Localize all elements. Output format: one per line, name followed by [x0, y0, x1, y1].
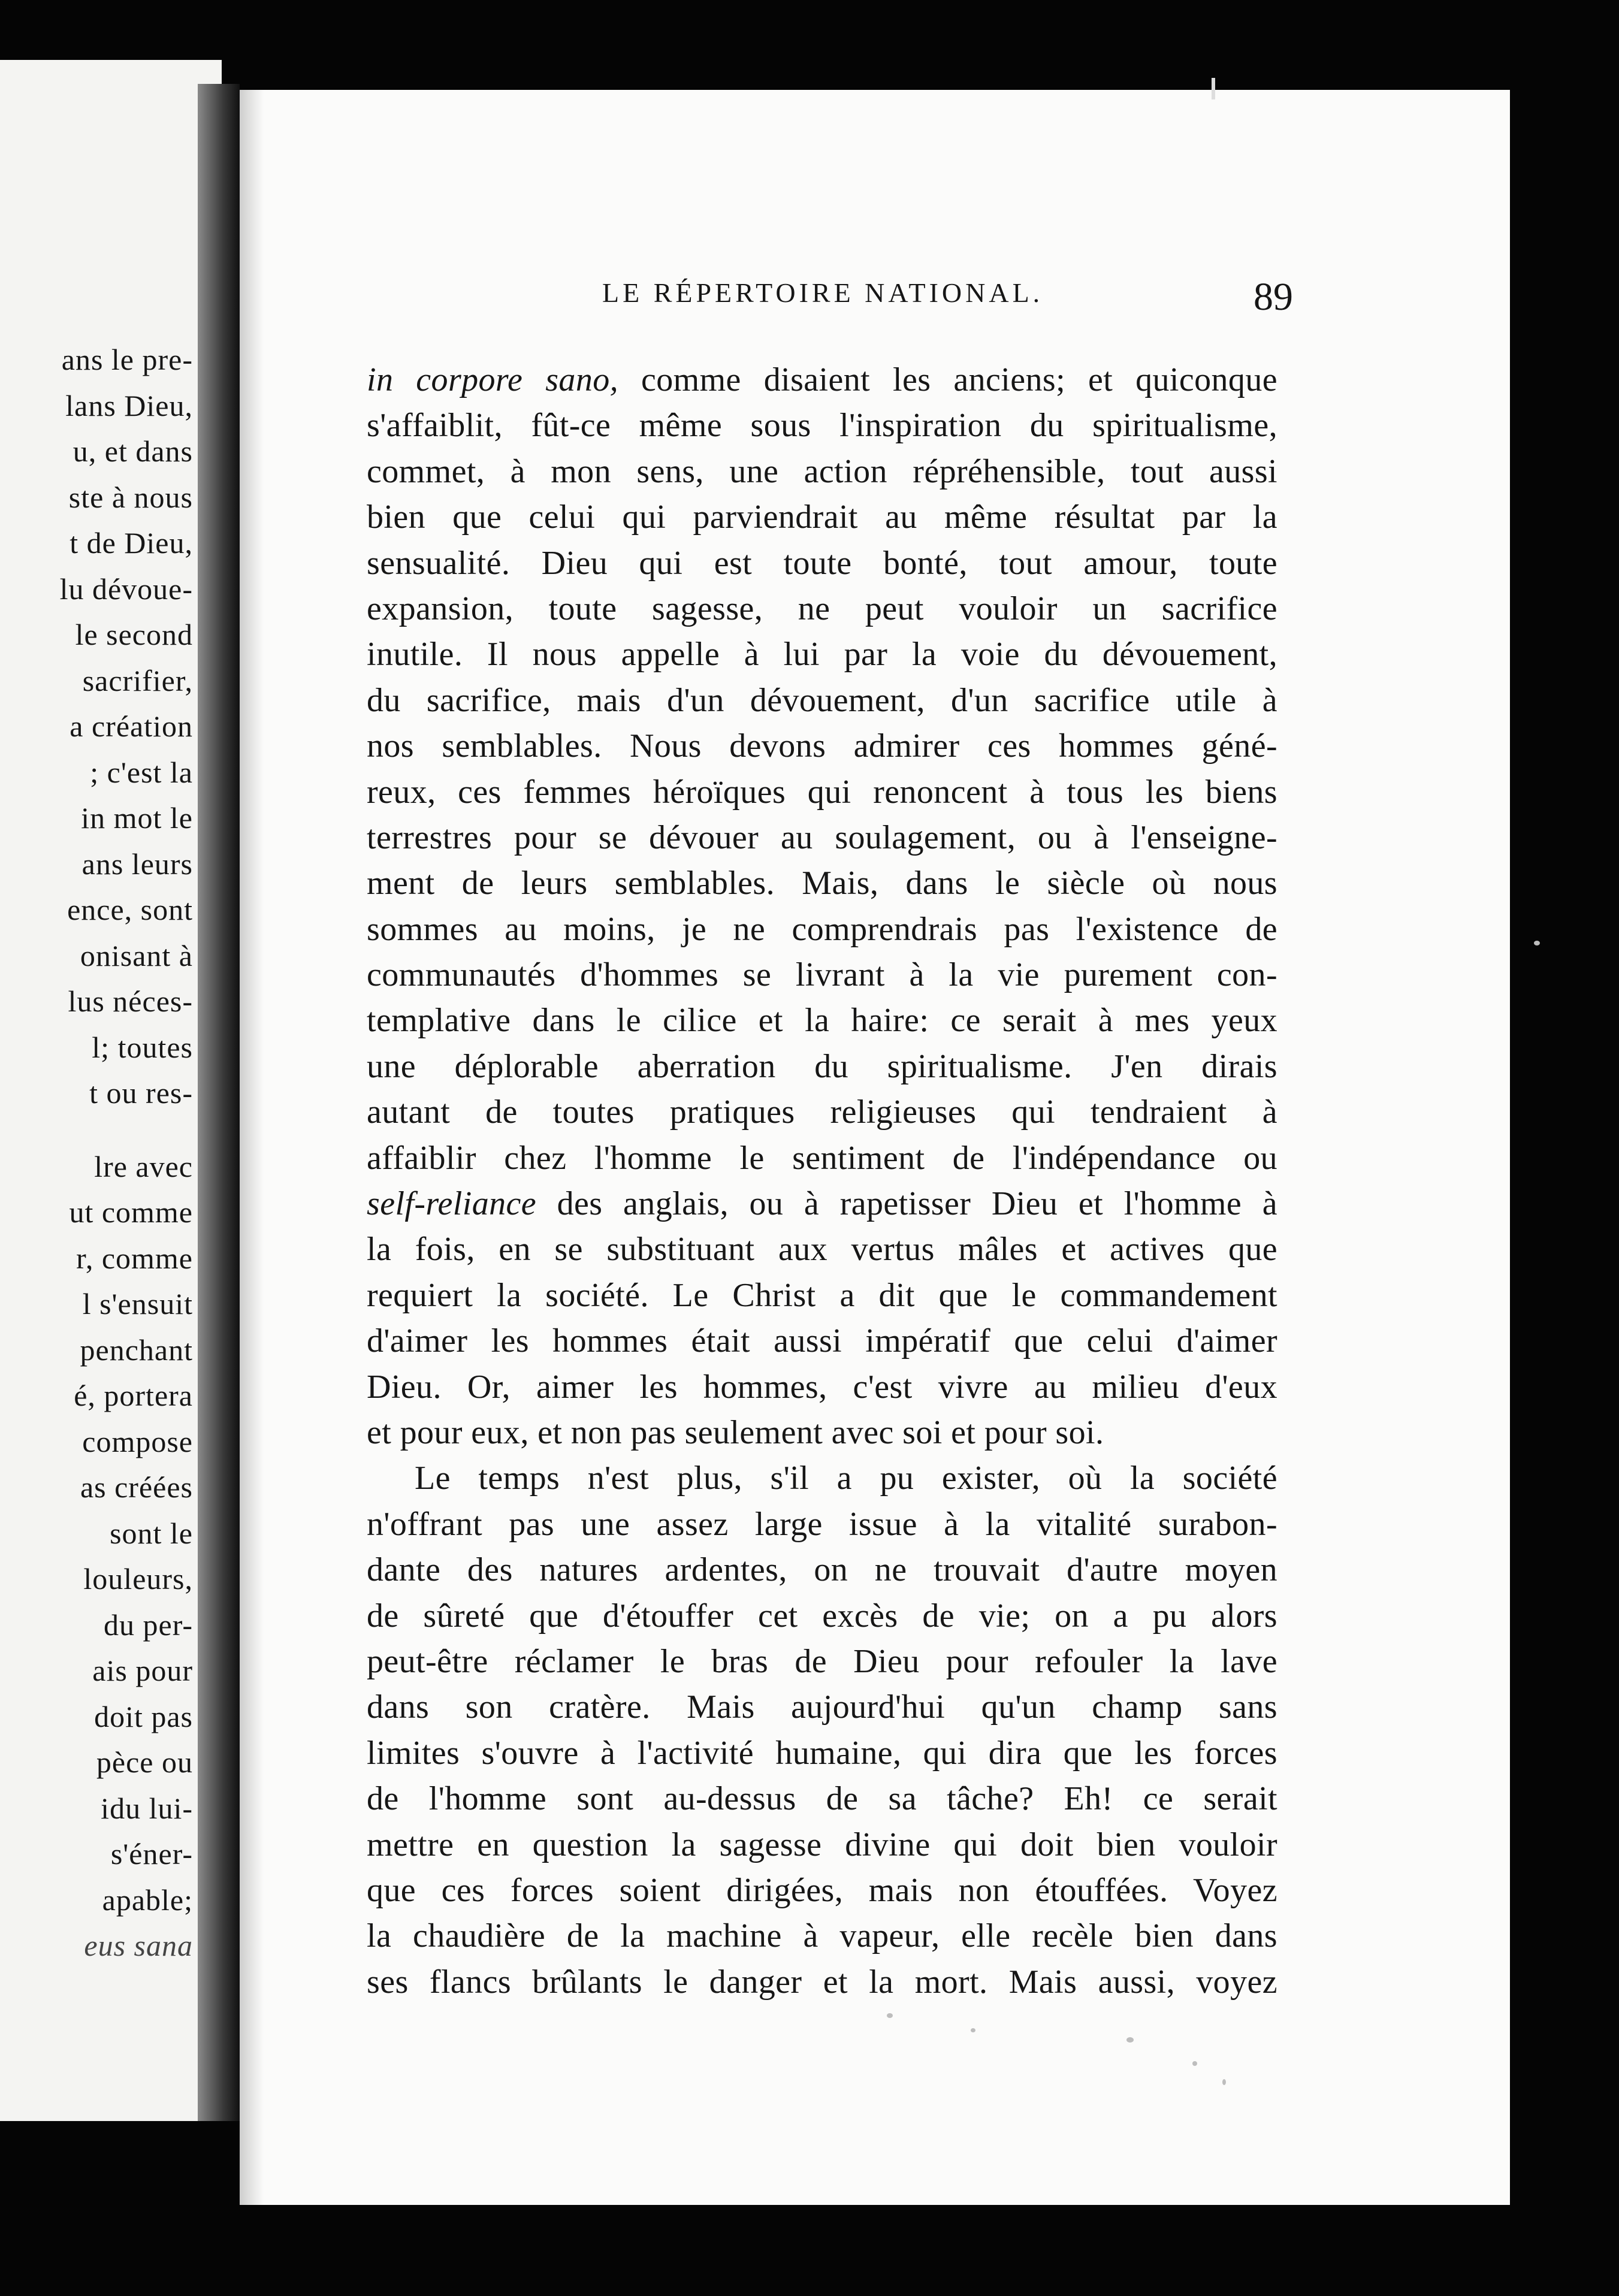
left-line: apable; — [102, 1883, 193, 1917]
left-line: u, et dans — [73, 434, 193, 468]
left-line: pèce ou — [96, 1745, 193, 1779]
left-paragraph-gap — [0, 1116, 193, 1144]
scan-speckle — [971, 2028, 975, 2032]
text-span: comme disaient les anciens; et quiconque — [618, 361, 1277, 398]
text-line: de sûreté que d'étouffer cet excès de vie; on a pu alors — [367, 1597, 1277, 1635]
left-line: t ou res- — [89, 1076, 193, 1110]
text-line: que ces forces soient dirigées, mais non étouffées. Voyez — [367, 1871, 1277, 1909]
left-line: sont le — [110, 1516, 193, 1550]
left-line: l; toutes — [92, 1030, 193, 1064]
text-line: Dieu. Or, aimer les hommes, c'est vivre au milieu d'eux — [367, 1368, 1277, 1406]
text-line: une déplorable aberration du spiritualisme. J'en dirais — [367, 1047, 1277, 1085]
text-line: commet, à mon sens, une action répréhensible, tout aussi — [367, 452, 1277, 490]
scan-speckle — [887, 2013, 893, 2018]
text-line — [367, 357, 1277, 403]
text-line: sommes au moins, je ne comprendrais pas l'existence de — [367, 910, 1277, 948]
scan-speckle — [1222, 2079, 1226, 2085]
text-line: requiert la société. Le Christ a dit que le commandement — [367, 1276, 1277, 1314]
text-line: ses flancs brûlants le danger et la mort. Mais aussi, voyez — [367, 1963, 1277, 2001]
text-line: mettre en question la sagesse divine qui doit bien vouloir — [367, 1826, 1277, 1863]
text-line: la chaudière de la machine à vapeur, elle recèle bien dans — [367, 1917, 1277, 1955]
left-line: lre avec — [94, 1149, 193, 1183]
text-line: nos semblables. Nous devons admirer ces hommes géné- — [367, 727, 1277, 765]
text-line: peut-être réclamer le bras de Dieu pour refouler la lave — [367, 1642, 1277, 1680]
english-phrase: self-reliance — [367, 1185, 537, 1223]
text-line: la fois, en se substituant aux vertus mâles et actives que — [367, 1231, 1277, 1268]
text-line — [367, 1181, 1277, 1226]
paragraph-end-line: et pour eux, et non pas seulement avec soi et pour soi. — [367, 1413, 1104, 1451]
left-line: compose — [82, 1424, 193, 1458]
text-line: terrestres pour se dévouer au soulagement, ou à l'enseigne- — [367, 818, 1277, 856]
text-line: autant de toutes pratiques religieuses qui tendraient à — [367, 1093, 1277, 1131]
left-line: t de Dieu, — [70, 526, 193, 560]
left-line: r, comme — [76, 1241, 193, 1275]
left-line: ence, sont — [67, 893, 193, 926]
left-line: ans leurs — [81, 847, 193, 881]
body-text — [367, 357, 1277, 2005]
left-line: penchant — [80, 1333, 193, 1367]
left-line: sacrifier, — [82, 663, 193, 697]
text-line: communautés d'hommes se livrant à la vie purement con- — [367, 956, 1277, 994]
left-line: s'éner- — [110, 1837, 193, 1871]
left-line: ans le pre- — [61, 343, 193, 376]
left-page-text — [0, 337, 193, 1969]
left-line: louleurs, — [83, 1562, 193, 1596]
paragraph-start-line: Le temps n'est plus, s'il a pu exister, où la société — [415, 1460, 1277, 1497]
book-gutter — [198, 84, 240, 2121]
left-facing-page — [0, 60, 222, 2121]
left-line: l s'ensuit — [82, 1287, 193, 1321]
text-line: d'aimer les hommes était aussi impératif que celui d'aimer — [367, 1322, 1277, 1360]
text-line: bien que celui qui parviendrait au même résultat par la — [367, 499, 1277, 536]
scan-speckle — [1534, 941, 1540, 945]
left-line: lus néces- — [68, 984, 193, 1018]
left-line: le second — [75, 618, 193, 651]
text-line: expansion, toute sagesse, ne peut vouloir un sacrifice — [367, 590, 1277, 627]
text-line: inutile. Il nous appelle à lui par la voie du dévouement, — [367, 636, 1277, 673]
text-line: s'affaiblit, fût-ce même sous l'inspiration du spiritualisme, — [367, 407, 1277, 445]
text-line: sensualité. Dieu qui est toute bonté, tout amour, toute — [367, 544, 1277, 582]
left-line: ais pour — [92, 1654, 193, 1687]
left-line: in mot le — [81, 801, 193, 835]
left-line: lu dévoue- — [59, 572, 193, 606]
running-head: LE RÉPERTOIRE NATIONAL. — [602, 277, 1044, 308]
left-line: ; c'est la — [90, 755, 193, 789]
text-line: du sacrifice, mais d'un dévouement, d'un sacrifice utile à — [367, 681, 1277, 719]
left-line: doit pas — [94, 1699, 193, 1733]
text-line: dans son cratère. Mais aujourd'hui qu'un champ sans — [367, 1688, 1277, 1726]
left-line: ste à nous — [68, 480, 193, 514]
scan-mark — [1212, 78, 1215, 99]
text-line: ment de leurs semblables. Mais, dans le siècle où nous — [367, 865, 1277, 902]
left-line: du per- — [104, 1608, 193, 1642]
text-line: reux, ces femmes héroïques qui renoncent à tous les biens — [367, 773, 1277, 811]
left-line: ut comme — [69, 1195, 193, 1229]
text-line: affaiblir chez l'homme le sentiment de l'indépendance ou — [367, 1139, 1277, 1177]
text-line: de l'homme sont au-dessus de sa tâche? Eh! ce serait — [367, 1780, 1277, 1818]
left-line: onisant à — [80, 938, 193, 972]
left-line: lans Dieu, — [65, 388, 193, 422]
left-line: eus sana — [84, 1929, 193, 1962]
page-number: 89 — [1253, 275, 1293, 319]
text-line: templative dans le cilice et la haire: ce serait à mes yeux — [367, 1002, 1277, 1040]
latin-phrase: in corpore sano, — [367, 361, 619, 398]
left-line: idu lui- — [101, 1791, 193, 1825]
text-line: n'offrant pas une assez large issue à la vitalité surabon- — [367, 1505, 1277, 1543]
scan-speckle — [1192, 2061, 1197, 2066]
left-line: é, portera — [74, 1379, 193, 1412]
page-edge-shadow — [240, 90, 264, 2205]
left-line: a création — [70, 709, 193, 743]
text-span: des anglais, ou à rapetisser Dieu et l'homme à — [536, 1185, 1277, 1223]
text-line: dante des natures ardentes, on ne trouvait d'autre moyen — [367, 1551, 1277, 1589]
scan-speckle — [1126, 2037, 1134, 2043]
left-line: as créées — [80, 1470, 193, 1504]
text-line: limites s'ouvre à l'activité humaine, qui dira que les forces — [367, 1734, 1277, 1772]
